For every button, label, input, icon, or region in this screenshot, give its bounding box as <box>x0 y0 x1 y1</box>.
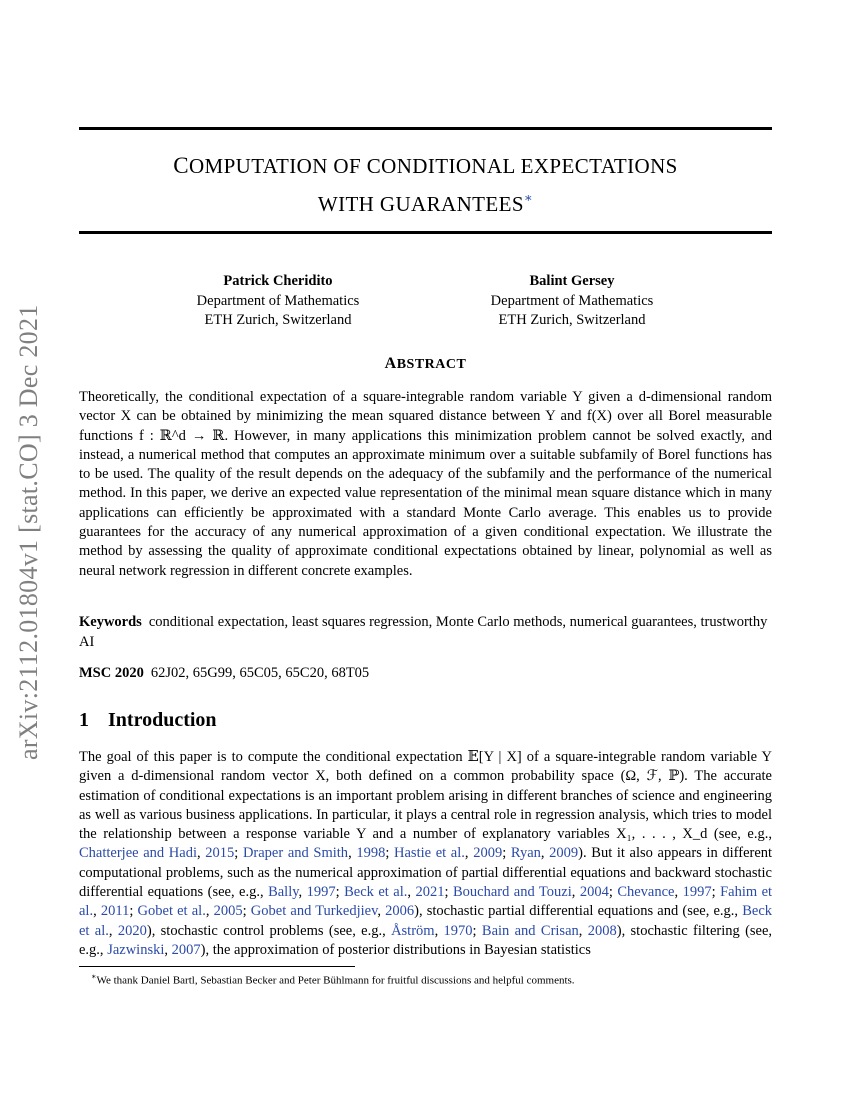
intro-text: ; <box>472 922 482 939</box>
citation-link[interactable]: Bain and Crisan <box>481 922 579 939</box>
author-institution: ETH Zurich, Switzerland <box>498 312 646 328</box>
citation-link[interactable]: Åström <box>391 922 435 939</box>
keywords-text: conditional expectation, least squares regression, Monte Carlo methods, numerical guarantees, trustworthy AI <box>79 614 768 650</box>
title-bottom-rule <box>79 231 772 234</box>
intro-text: ; <box>242 903 251 920</box>
intro-text: , <box>571 884 580 901</box>
intro-text: , <box>205 903 214 920</box>
intro-text: ; <box>234 845 243 862</box>
intro-text: ), stochastic filtering (see, e.g., <box>79 922 773 958</box>
intro-text: , <box>674 884 683 901</box>
intro-text: ; <box>335 884 345 901</box>
intro-text: ; <box>711 884 721 901</box>
citation-link[interactable]: 2020 <box>117 922 147 939</box>
intro-text: , <box>578 922 588 939</box>
abstract-text: Theoretically, the conditional expectation of a square-integrable random variable Y given a d-dimensional random vector X can be obtained by minimizing the mean squared distance between Y and f(X) over all Borel measurable functions f : ℝ^d → ℝ. However, in many applications this minimization problem cannot be solved exactly, and instead, a numerical method that computes an approximate minimum over a suitable subfamily of Borel functions has to be used. The quality of the result depends on the adequacy of the subfamily and the performance of the numerical method. In this paper, we derive an expected value representation of the minimal mean square distance which in many applications can efficiently be approximated with a standard Monte Carlo average. This enables us to provide guarantees for the accuracy of any numerical approximation of a given conditional expectation. We illustrate the method by assessing the quality of approximate conditional expectations obtained by linear, polynomial as well as neural network regression in different concrete examples. <box>79 389 772 579</box>
abstract-heading: ABSTRACT <box>384 355 467 372</box>
citation-link[interactable]: 1998 <box>356 845 386 862</box>
citation-link[interactable]: 2008 <box>587 922 617 939</box>
footnote <box>91 970 575 988</box>
author-name: Patrick Cheridito <box>223 273 333 289</box>
intro-text: , <box>108 922 118 939</box>
msc-codes: 62J02, 65G99, 65C05, 65C20, 68T05 <box>150 665 370 681</box>
paper-title <box>79 150 772 220</box>
introduction-paragraph <box>79 748 772 960</box>
citation-link[interactable]: 2006 <box>385 903 415 920</box>
title-line-2: WITH GUARANTEES∗ <box>317 190 534 216</box>
intro-text: ; <box>444 884 453 901</box>
intro-text: , <box>93 903 101 920</box>
citation-link[interactable]: Bally <box>268 884 299 901</box>
section-title: Introduction <box>108 709 217 731</box>
arxiv-identifier-stamp: arXiv:2112.01804v1 [stat.CO] 3 Dec 2021 <box>14 304 43 760</box>
author-department: Department of Mathematics <box>196 292 360 309</box>
citation-link[interactable]: Hastie et al. <box>394 845 465 862</box>
footnote-rule <box>79 966 355 967</box>
citation-link[interactable]: Beck et al. <box>344 884 408 901</box>
intro-text: ; <box>608 884 618 901</box>
citation-link[interactable]: Bouchard and Touzi <box>452 884 572 901</box>
title-line-1: COMPUTATION OF CONDITIONAL EXPECTATIONS <box>173 153 678 178</box>
intro-text: , <box>164 941 172 958</box>
intro-text: ; <box>502 845 511 862</box>
intro-text: , <box>464 845 474 862</box>
citation-link[interactable]: Draper and Smith <box>242 845 349 862</box>
citation-link[interactable]: 2007 <box>171 941 201 958</box>
intro-text: The goal of this paper is to compute the conditional expectation 𝔼[Y | X] of a square-integrable random variable Y given a d-dimensional random vector X, both defined on a common probability space (Ω, ℱ, ℙ). The accurate estimation of conditional expectations is an important problem arising in different branches of science and engineering as well as various business applications. In particular, it plays a central role in regression analysis, which tries to model the relationship between a response variable Y and a number of explanatory variables X₁, . . . , X_d (see, e.g., <box>79 749 772 843</box>
intro-text: , <box>434 922 444 939</box>
citation-link[interactable]: 2005 <box>213 903 243 920</box>
citation-link[interactable]: Chevance <box>617 884 675 901</box>
intro-text: , <box>196 845 206 862</box>
author-department: Department of Mathematics <box>490 292 654 309</box>
section-number: 1 <box>79 709 89 731</box>
footnote-mark: ∗ <box>91 972 97 981</box>
citation-link[interactable]: 2015 <box>205 845 235 862</box>
intro-text: , <box>377 903 386 920</box>
intro-text: ; <box>385 845 395 862</box>
intro-text: ; <box>129 903 138 920</box>
citation-link[interactable]: Gobet et al. <box>137 903 206 920</box>
citation-link[interactable]: 2011 <box>100 903 130 920</box>
intro-text: ). But it also appears in different computational problems, such as the numerical approximation of partial differential equations and backward stochastic differential equations (see, e.g., <box>79 845 773 901</box>
citation-link[interactable]: Ryan <box>510 845 541 862</box>
intro-text: , <box>540 845 550 862</box>
title-footnote-mark[interactable]: ∗ <box>523 190 534 205</box>
citation-link[interactable]: Fahim et al. <box>79 884 773 920</box>
citation-link[interactable]: 2009 <box>473 845 503 862</box>
citation-link[interactable]: Chatterjee and Hadi <box>79 845 197 862</box>
citation-link[interactable]: 1997 <box>306 884 336 901</box>
citation-link[interactable]: 2021 <box>415 884 445 901</box>
citation-link[interactable]: 2004 <box>579 884 609 901</box>
citation-link[interactable]: Gobet and Turkedjiev <box>250 903 378 920</box>
intro-text: ), the approximation of posterior distributions in Bayesian statistics <box>200 941 591 958</box>
keywords-line <box>79 613 772 652</box>
intro-text: ), stochastic control problems (see, e.g., <box>146 922 392 939</box>
footnote-text: We thank Daniel Bartl, Sebastian Becker and Peter Bühlmann for fruitful discussions and helpful comments. <box>96 974 575 987</box>
citation-link[interactable]: Jazwinski <box>107 941 165 958</box>
keywords-label: Keywords <box>79 614 142 630</box>
msc-label: MSC 2020 <box>79 665 144 681</box>
msc-line <box>79 664 772 683</box>
author-block-1 <box>168 272 388 331</box>
intro-text: ), stochastic partial differential equations and (see, e.g., <box>414 903 743 920</box>
intro-text: , <box>407 884 416 901</box>
intro-text: , <box>298 884 307 901</box>
title-top-rule <box>79 127 772 130</box>
author-institution: ETH Zurich, Switzerland <box>204 312 352 328</box>
citation-link[interactable]: 1970 <box>443 922 473 939</box>
citation-link[interactable]: 1997 <box>682 884 712 901</box>
author-block-2 <box>462 272 682 331</box>
citation-link[interactable]: 2009 <box>549 845 579 862</box>
citation-link[interactable]: Beck et al. <box>79 903 773 939</box>
author-name: Balint Gersey <box>529 273 615 289</box>
section-heading <box>79 709 217 732</box>
intro-text: , <box>348 845 357 862</box>
